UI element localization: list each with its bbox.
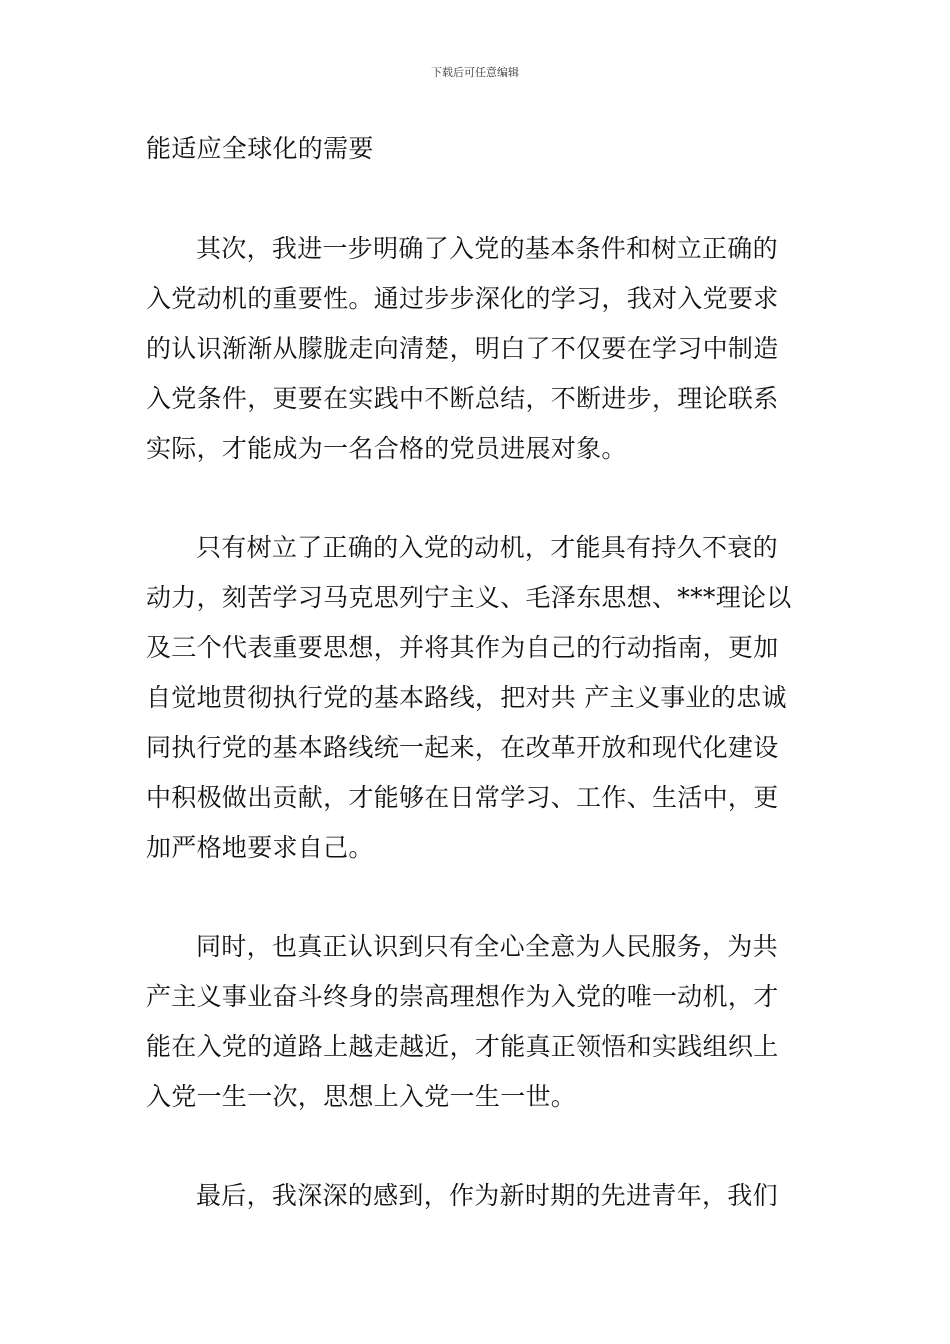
text-line: 动力，刻苦学习马克思列宁主义、毛泽东思想、***理论以 [146, 583, 792, 612]
text-line: 同时，也真正认识到只有全心全意为人民服务，为共 [196, 932, 778, 961]
text-line: 及三个代表重要思想，并将其作为自己的行动指南，更加 [146, 633, 779, 662]
text-line: 能在入党的道路上越走越近，才能真正领悟和实践组织上 [146, 1032, 779, 1061]
text-line: 入党条件，更要在实践中不断总结，不断进步，理论联系 [146, 384, 779, 413]
text-line: 能适应全球化的需要 [146, 134, 374, 163]
text-line: 实际，才能成为一名合格的党员进展对象。 [146, 434, 627, 463]
text-line: 最后，我深深的感到，作为新时期的先进青年，我们 [196, 1181, 778, 1210]
page-header: 下载后可任意编辑 [431, 66, 519, 79]
text-line: 的认识渐渐从朦胧走向清楚，明白了不仅要在学习中制造 [146, 334, 779, 363]
text-line: 其次，我进一步明确了入党的基本条件和树立正确的 [196, 234, 778, 263]
text-line: 加严格地要求自己。 [146, 833, 374, 862]
text-line: 只有树立了正确的入党的动机，才能具有持久不衰的 [196, 533, 778, 562]
text-line: 入党一生一次，思想上入党一生一世。 [146, 1082, 577, 1111]
text-line: 中积极做出贡献，才能够在日常学习、工作、生活中，更 [146, 783, 779, 812]
text-line: 产主义事业奋斗终身的崇高理想作为入党的唯一动机，才 [146, 982, 779, 1011]
text-line: 同执行党的基本路线统一起来，在改革开放和现代化建设 [146, 733, 779, 762]
text-line: 入党动机的重要性。通过步步深化的学习，我对入党要求 [146, 284, 779, 313]
text-line: 自觉地贯彻执行党的基本路线，把对共 产主义事业的忠诚 [146, 683, 787, 712]
